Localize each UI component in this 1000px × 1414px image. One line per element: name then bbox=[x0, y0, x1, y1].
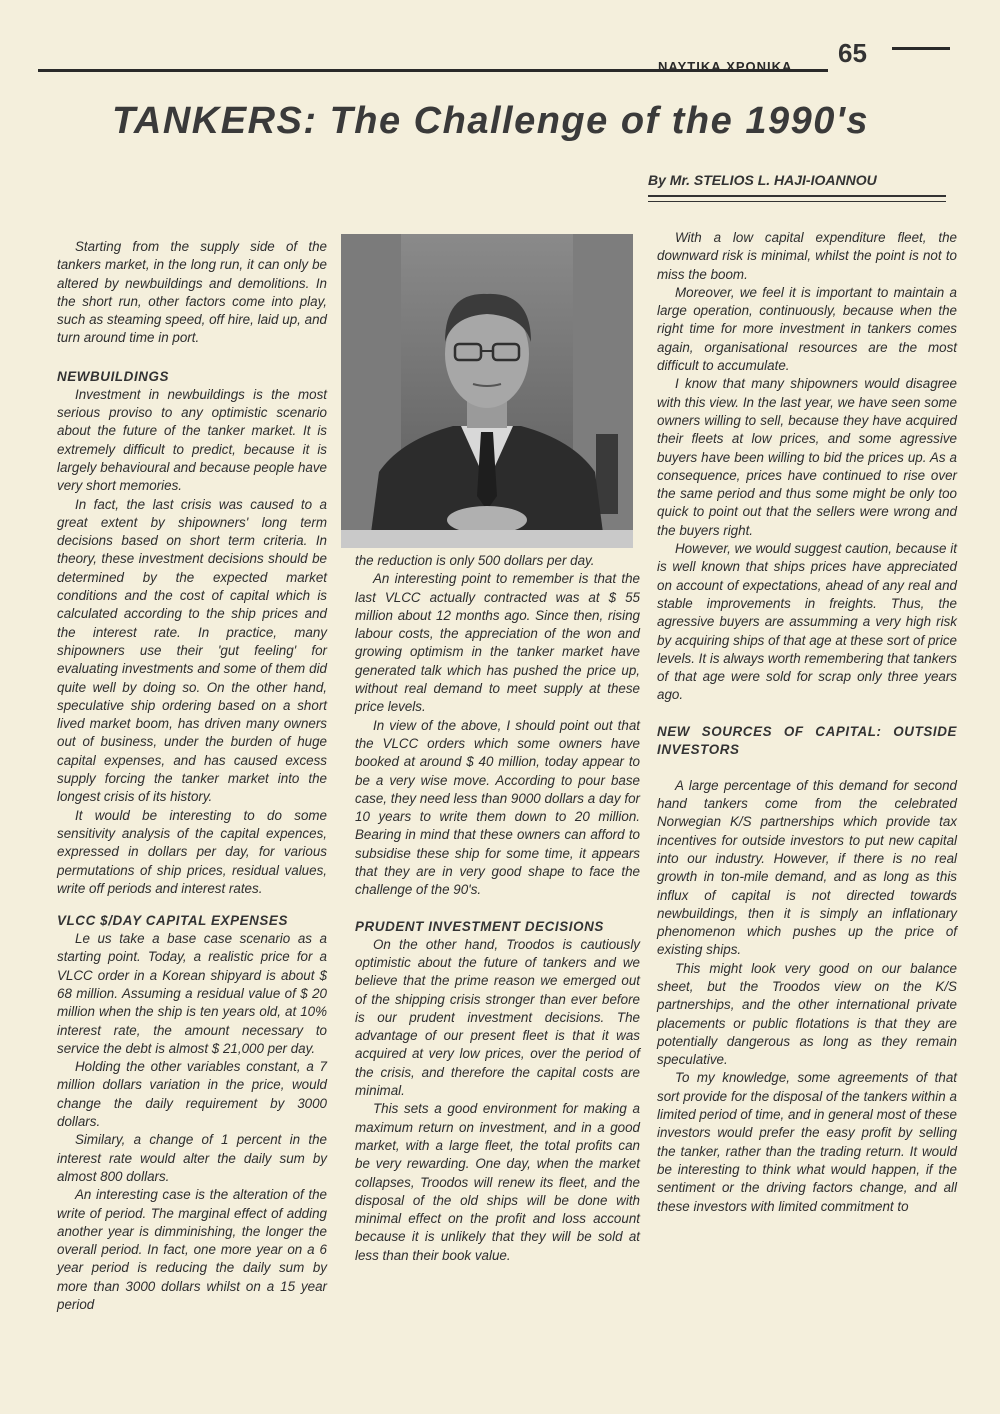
byline-rule bbox=[648, 201, 946, 202]
paragraph: In view of the above, I should point out that the VLCC orders which some owners have booked at around $ 40 million, today appear to be a very wise move. According to pour base case, they need less than 9000 dollars a day for 10 years to write them down to 20 million. Bearing in mind that these owners can afford to subsidise these ship for some time, it appears that they are in very good shape to face the challenge of the 90's. bbox=[355, 717, 640, 898]
paragraph: I know that many shipowners would disagree with this view. In the last year, we have seen some owners willing to sell, because they have acquired their fleets at low prices, and some agressive buyers have been willing to bid the prices up. As a consequence, prices have continued to rise over the same period and thus some might be only too quick to point out that the sellers were wrong and the buyers right. bbox=[657, 376, 957, 538]
paragraph: An interesting case is the alteration of the write of period. The marginal effect of adding another year is dimminishing, the longer the overall period. In fact, one more year on a 6 year period is reducing the daily sum by more than 3000 dollars whilst on a 15 year period bbox=[57, 1187, 327, 1313]
byline-rule bbox=[648, 195, 946, 197]
paragraph: Similary, a change of 1 percent in the interest rate would alter the daily sum by almost 800 dollars. bbox=[57, 1132, 327, 1184]
paragraph: To my knowledge, some agreements of that sort provide for the disposal of the tankers within a limited period of time, and in general most of these investors would prefer the easy profit by selling the tanker, rather than the trading return. It would be interesting to think what would happen, if the sentiment or the driving factors change, and all these investors with limited commitment to bbox=[657, 1070, 957, 1214]
section-heading: VLCC $/DAY CAPITAL EXPENSES bbox=[57, 913, 288, 929]
paragraph: On the other hand, Troodos is cautiously optimistic about the future of tankers and we believe that the prime reason we emerged out of the shipping crisis stronger than ever before is our prudent investment decisions. The advantage of our present fleet is that it was acquired at very low prices, over the period of the crisis, and therefore the capital costs are minimal. bbox=[355, 936, 640, 1099]
paragraph: This sets a good environment for making a maximum return on investment, and in a good market, with a large fleet, the total profits can be very rewarding. One day, when the market collapses, Troodos will renew its fleet, and the disposal of the old ships will be done with minimal effect on the profit and loss account because it is unlikely that they will be sold at less than their book value. bbox=[355, 1101, 640, 1263]
article-column-1 bbox=[57, 238, 327, 1314]
portrait-illustration bbox=[341, 234, 633, 548]
article-title: TANKERS: The Challenge of the 1990's bbox=[112, 100, 870, 142]
paragraph: the reduction is only 500 dollars per day. bbox=[355, 553, 595, 568]
article-column-2 bbox=[355, 552, 640, 1265]
paragraph: An interesting point to remember is that the last VLCC actually contracted was at $ 55 million about 12 months ago. Since then, rising labour costs, the appreciation of the won and growing optimism in the tanker market have generated talk which has pushed the price up, without real demand to meet supply at these price levels. bbox=[355, 571, 640, 715]
paragraph: In fact, the last crisis was caused to a great extent by shipowners' long term decisions based on short term criteria. In theory, these investment decisions should be determined by the expected market conditions and the cost of capital which is calculated according to the ship prices and the interest rate. In practice, many shipowners use their 'gut feeling' for evaluating investments and some of them did quite well by doing so. On the other hand, speculative ship ordering based on a short lived market boom, has driven many owners out of business, under the burden of huge capital expenses, and has caused excess supply forcing the tanker market into the longest crisis of its history. bbox=[57, 496, 327, 805]
paragraph: Investment in newbuildings is the most serious proviso to any optimistic scenario about the future of the tanker market. It is extremely difficult to predict, because it is largely behavioural and because people have very short memories. bbox=[57, 386, 327, 494]
section-heading: PRUDENT INVESTMENT DECISIONS bbox=[355, 918, 604, 934]
paragraph: Holding the other variables constant, a 7 million dollars variation in the price, would change the daily requirement by 3000 dollars. bbox=[57, 1059, 327, 1130]
article-column-3 bbox=[657, 229, 957, 1216]
magazine-name: ΝΑΥΤΙΚΑ ΧΡΟΝΙΚΑ bbox=[658, 59, 793, 74]
author-photo bbox=[341, 234, 633, 548]
paragraph: This might look very good on our balance sheet, but the Troodos view on the K/S partnerships, and the other international private placements or public flotations is that they are potentially dangerous as long as they remain speculative. bbox=[657, 960, 957, 1068]
paragraph: A large percentage of this demand for second hand tankers come from the celebrated Norwegian K/S partnerships which provide tax incentives for outside investors to put new capital into our industry. However, if there is no real growth in ton-mile demand, and as long as this influx of capital is not directed towards newbuildings, then it is simply an inflationary phenomenon which pushes up the price of existing ships. bbox=[657, 777, 957, 958]
paragraph: However, we would suggest caution, because it is well known that ships prices have appreciated on account of expectations, ahead of any real and stable improvements in freights. Thus, the agressive buyers are assumming a very high risk by acquiring ships of that age at these sort of price levels. It is always worth remembering that tankers of that age were sold for scrap only three years ago. bbox=[657, 541, 957, 703]
paragraph: Le us take a base case scenario as a starting point. Today, a realistic price for a VLCC order in a Korean shipyard is about $ 68 million. Assuming a residual value of $ 20 million when the ship is ten years old, at 10% interest rate, the amount necessary to service the debt is almost $ 21,000 per day. bbox=[57, 931, 327, 1056]
paragraph: Moreover, we feel it is important to maintain a large operation, continuously, because when the right time for more investment in tankers comes again, organisational resources are the most difficult to accumulate. bbox=[657, 284, 957, 374]
paragraph: With a low capital expenditure fleet, the downward risk is minimal, whilst the point is not to miss the boom. bbox=[657, 230, 957, 282]
section-heading: NEWBUILDINGS bbox=[57, 368, 170, 384]
intro-paragraph: Starting from the supply side of the tankers market, in the long run, it can only be altered by newbuildings and demolitions. In the short run, other factors come into play, such as steaming speed, off hire, laid up, and turn around time in port. bbox=[57, 239, 327, 346]
paragraph: It would be interesting to do some sensitivity analysis of the capital expences, expressed in dollars per day, for various permutations of ship prices, residual values, write off periods and interest rates. bbox=[57, 807, 327, 896]
page-number: 65 bbox=[838, 38, 867, 68]
author-byline: By Mr. STELIOS L. HAJI-IOANNOU bbox=[648, 172, 877, 188]
section-heading: NEW SOURCES OF CAPITAL: OUTSIDE INVESTORS bbox=[657, 723, 957, 757]
header-rule-right bbox=[892, 47, 950, 50]
